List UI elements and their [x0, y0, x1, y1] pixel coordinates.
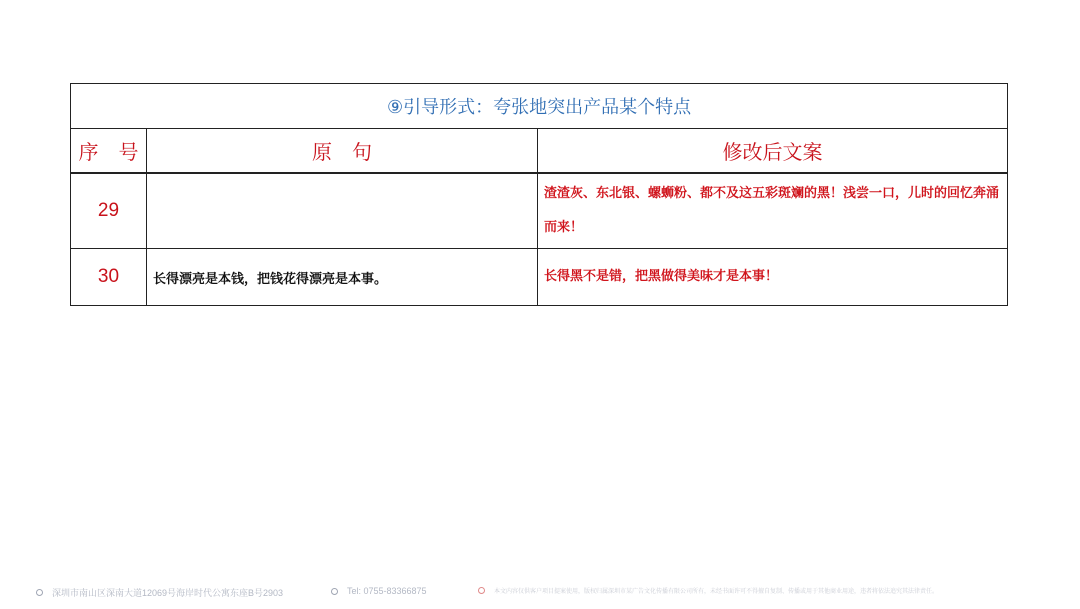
bullet-circle-icon [36, 589, 43, 596]
row-number: 30 [71, 249, 147, 306]
footer-tel: Tel: 0755-83366875 [347, 586, 427, 596]
header-number: 序 号 [71, 129, 147, 174]
original-sentence: 长得漂亮是本钱，把钱花得漂亮是本事。 [147, 249, 538, 306]
original-sentence [147, 173, 538, 249]
footer-disclaimer: 本文内容仅供客户项目提案使用，版权归属深圳市某广告文化传播有限公司所有，未经书面许可不得擅自复制、传播或用于其他商业用途，违者将依法追究其法律责任。 [494, 589, 939, 595]
table-row [71, 249, 1008, 306]
bullet-circle-icon [478, 587, 485, 594]
slide-footer [0, 586, 1080, 604]
modified-copy: 渣渣灰、东北银、螺蛳粉、都不及这五彩斑斓的黑！浅尝一口，儿时的回忆奔涌而来！ [538, 173, 1008, 249]
copywriting-table [70, 83, 1008, 306]
footer-address-item [36, 586, 283, 599]
footer-address: 深圳市南山区深南大道12069号海岸时代公寓东座B号2903 [52, 588, 284, 598]
bullet-circle-icon [331, 588, 338, 595]
header-original: 原 句 [147, 129, 538, 174]
table-row [71, 173, 1008, 249]
footer-disclaimer-item [478, 586, 938, 595]
table-title: ⑨引导形式：夸张地突出产品某个特点 [71, 84, 1008, 129]
modified-copy: 长得黑不是错，把黑做得美味才是本事！ [538, 249, 1008, 306]
row-number: 29 [71, 173, 147, 249]
header-modified: 修改后文案 [538, 129, 1008, 174]
footer-tel-item [331, 586, 427, 596]
